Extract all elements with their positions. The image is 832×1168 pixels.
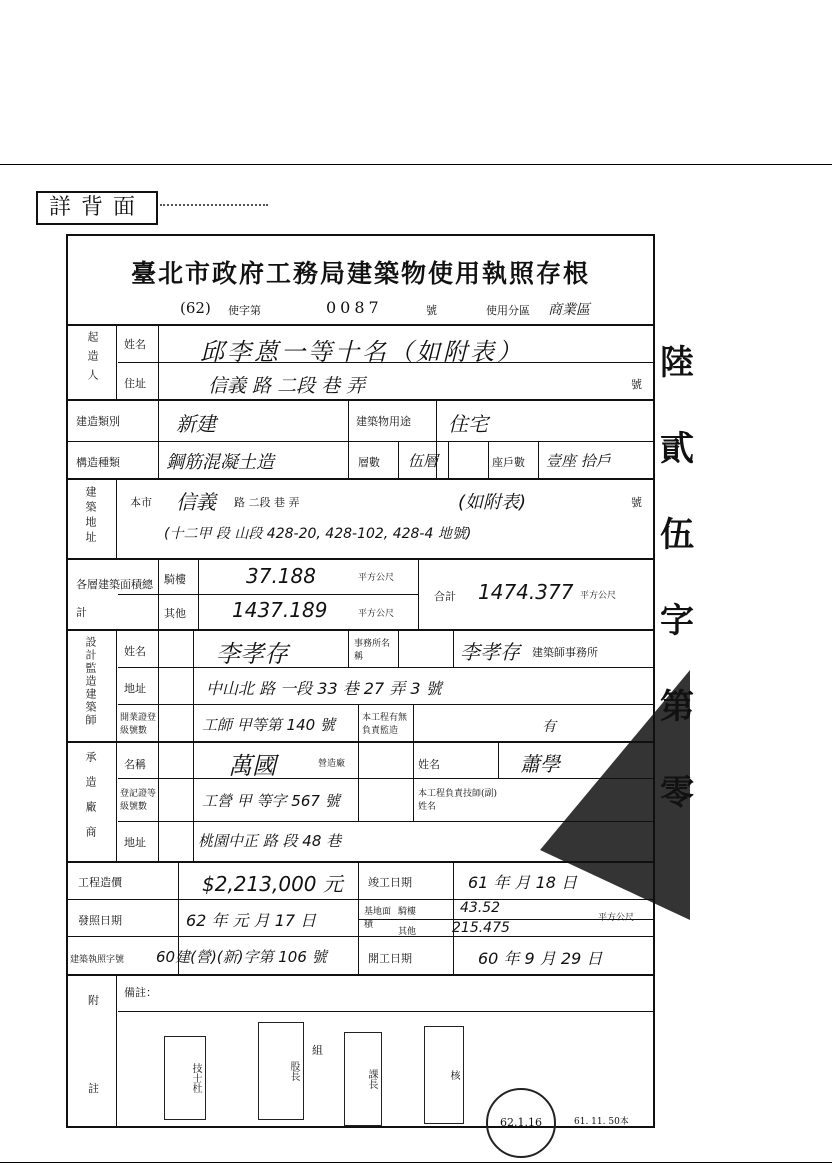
office-suffix: 建築師事務所 [532,646,598,659]
permit-value: 60建(營)(新)字第 106 號 [156,948,327,966]
area-section-label: 各層建築面積總計 [76,578,153,619]
arcade-label: 騎樓 [164,573,186,586]
supervise-value: 有 [542,719,556,735]
land-arcade-value: 43.52 [460,900,501,916]
land-unit: 平方公尺 [598,913,635,923]
floors-value: 伍層 [408,452,439,470]
land-arcade-label: 騎樓 [398,907,417,917]
type-value: 新建 [176,412,216,436]
site-section-label: 建築地址 [84,486,97,546]
cost-value: $2,213,000 元 [202,872,343,896]
architect-section-label: 設計監造建築師 [84,636,97,727]
area-unit-2: 平方公尺 [358,609,395,619]
structure-label: 構造種類 [76,456,120,469]
issue-value: 62 年 元 月 17 日 [186,911,317,930]
approval-label-3: 組 [312,1044,323,1057]
area-unit-3: 平方公尺 [580,591,617,601]
person-label: 姓名 [418,758,440,771]
office-label: 事務所名稱 [354,639,391,662]
contractor-section-label: 承造廠商 [84,751,97,851]
date-stamp-text: 62.1.16 [500,1116,542,1129]
site-road-unit: 路 二段 巷 弄 [234,496,300,509]
finish-value: 61 年 月 18 日 [468,873,578,892]
structure-value: 鋼筋混凝土造 [166,452,274,473]
use-label: 建築物用途 [356,415,411,428]
form-title: 臺北市政府工務局建築物使用執照存根 [130,259,590,288]
use-value: 住宅 [448,412,488,436]
other-label: 其他 [164,607,186,620]
zone-label: 使用分區 [486,304,530,317]
side-char: 貳 [660,429,694,469]
arcade-value: 37.188 [246,564,316,588]
scan-line [0,164,832,165]
zone-value: 商業區 [548,302,590,318]
site-hao: 號 [631,496,642,509]
contractor-address-label: 地址 [124,836,146,849]
site-note: (如附表) [458,492,527,513]
contractor-name-label: 名稱 [124,758,146,771]
faded-stamp [160,186,268,206]
approval-stamp-5: 核 [424,1026,464,1124]
remarks-side-2: 註 [88,1082,99,1095]
tech-label: 本工程負責技師(副)姓名 [418,789,498,812]
total-label: 合計 [434,590,456,603]
permit-label: 建築執照字號 [70,955,125,965]
cost-label: 工程造價 [78,876,122,889]
contractor-cert: 工營 甲 等字 567 號 [202,792,340,810]
side-text [660,320,700,836]
scan-line [0,1162,832,1163]
office-value: 李孝存 [460,640,520,664]
households-label: 座戶數 [492,456,525,469]
person-value: 蕭學 [520,752,560,776]
remarks-side-1: 附 [88,994,99,1007]
site-city: 本市 [130,496,152,509]
contractor-address: 桃園中正 路 段 48 巷 [198,832,342,850]
side-char: 第 [660,687,694,727]
approval-stamp-2: 股長 [258,1022,304,1120]
architect-name: 李孝存 [216,640,288,668]
license-suffix: 號 [426,304,437,317]
site-lot: (十二甲 段 山段 428-20, 428-102, 428-4 地號) [164,526,472,542]
type-label: 建造類別 [76,415,120,428]
back-page-tag: 詳背面 [36,191,158,225]
contractor-cert-label: 登記證等級號數 [120,789,157,812]
approval-stamp-4: 課長 [344,1032,382,1126]
contractor-name-suffix: 營造廠 [318,759,346,769]
applicant-address: 信義 路 二段 巷 弄 [208,375,366,397]
issue-label: 發照日期 [78,914,122,927]
date-stamp [486,1088,556,1158]
side-char: 字 [660,601,694,641]
remarks-label: 備註： [124,986,157,999]
total-value: 1474.377 [478,580,574,604]
start-value: 60 年 9 月 29 日 [478,949,603,968]
land-other-value: 215.475 [452,920,510,936]
architect-address: 中山北 路 一段 33 巷 27 弄 3 號 [206,679,442,698]
start-label: 開工日期 [368,952,412,965]
address-label: 住址 [124,377,146,390]
other-value: 1437.189 [232,598,328,622]
form-print-date: 61. 11. 50本 [574,1117,629,1127]
area-unit-1: 平方公尺 [358,573,395,583]
land-label: 基地面積 [364,907,392,930]
address-hao: 號 [631,378,642,391]
finish-label: 竣工日期 [368,876,412,889]
license-prefix: 使字第 [228,304,261,317]
architect-address-label: 地址 [124,682,146,695]
floors-label: 層數 [358,456,380,469]
site-road: 信義 [176,490,216,514]
applicant-section-label: 起造人 [86,331,99,388]
name-label: 姓名 [124,338,146,351]
side-char: 陸 [660,343,694,383]
side-char: 伍 [660,515,694,555]
approval-stamp-1: 技士杜 [164,1036,206,1120]
license-number: 0087 [326,298,383,317]
supervise-label: 本工程有無負責監造 [362,713,408,736]
architect-name-label: 姓名 [124,645,146,658]
license-year: (62) [180,299,211,317]
architect-cert-label: 開業證登級號數 [120,713,157,736]
households-value: 壹座 拾戶 [546,452,611,470]
side-char: 零 [660,773,694,813]
architect-cert: 工師 甲等第 140 號 [202,716,335,734]
applicant-name: 邱李蒽一等十名（如附表） [200,338,524,366]
contractor-name: 萬國 [228,752,276,780]
land-other-label: 其他 [398,927,417,937]
